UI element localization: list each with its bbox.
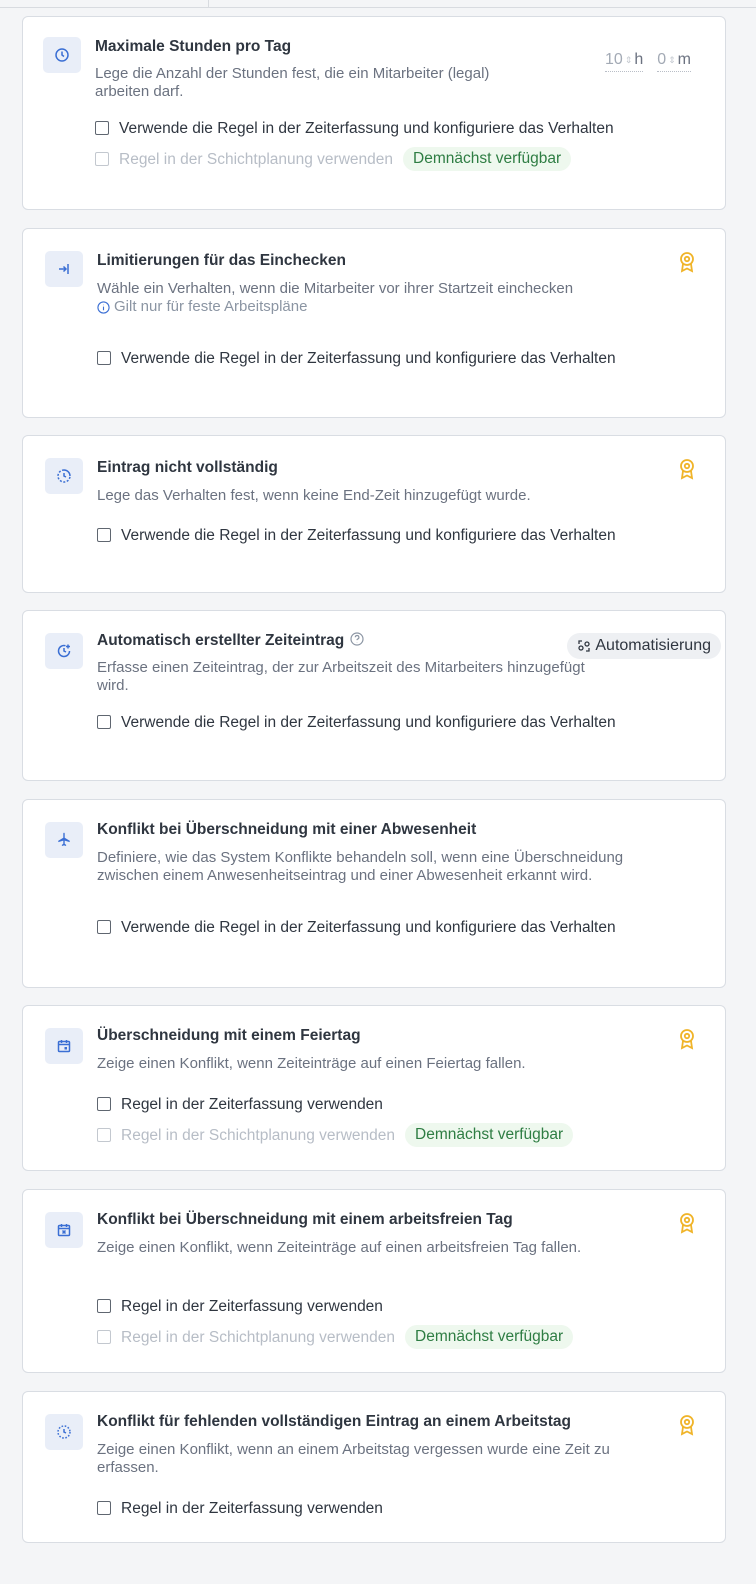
card-title	[97, 631, 585, 651]
checkbox-label: Regel in der Zeiterfassung verwenden	[121, 1500, 383, 1517]
checkbox-box[interactable]	[97, 1097, 111, 1111]
checkbox-label: Regel in der Schichtplanung verwenden	[121, 1329, 396, 1346]
automation-pill-label: Automatisierung	[595, 637, 711, 654]
card-title-text: Automatisch erstellter Zeiteintrag	[97, 632, 345, 649]
stepper-icon[interactable]: ⇕	[668, 54, 676, 65]
coming-soon-badge: Demnächst verfügbar	[405, 1325, 573, 1349]
use-in-time-tracking-checkbox[interactable]	[97, 526, 635, 545]
rule-card-max-hours	[22, 16, 726, 210]
automation-pill	[567, 633, 721, 659]
calendar-icon	[45, 1028, 83, 1064]
use-in-time-tracking-checkbox[interactable]	[97, 1095, 665, 1114]
checkbox-box[interactable]	[97, 920, 111, 934]
checkbox-box[interactable]	[97, 1501, 111, 1515]
premium-badge-icon	[677, 1212, 697, 1234]
info-icon	[97, 301, 110, 314]
time-limit-inputs	[605, 51, 691, 72]
clock-half-icon	[45, 458, 83, 494]
clock-plus-icon	[45, 633, 83, 669]
checkbox-box	[97, 1128, 111, 1142]
card-description: Wähle ein Verhalten, wenn die Mitarbeiter vor ihrer Startzeit einchecken	[97, 280, 574, 297]
card-description: Zeige einen Konflikt, wenn Zeiteinträge auf einen arbeitsfreien Tag fallen.	[97, 1239, 582, 1256]
hours-input[interactable]: 10 ⇕ h	[605, 51, 643, 72]
rule-card-holiday-overlap	[22, 1005, 726, 1171]
card-title: Maximale Stunden pro Tag	[95, 38, 292, 55]
checkbox-box[interactable]	[95, 121, 109, 135]
checkbox-box	[97, 1330, 111, 1344]
rule-card-missing-entry-conflict	[22, 1391, 726, 1543]
rule-card-incomplete-entry	[22, 435, 726, 593]
card-title: Konflikt bei Überschneidung mit einer Abwesenheit	[97, 821, 477, 838]
card-title: Eintrag nicht vollständig	[97, 459, 278, 476]
checkbox-label: Verwende die Regel in der Zeiterfassung und konfiguriere das Verhalten	[121, 350, 616, 367]
coming-soon-badge: Demnächst verfügbar	[403, 147, 571, 171]
checkbox-box[interactable]	[97, 351, 111, 365]
use-in-shift-planning-checkbox	[97, 1126, 665, 1147]
checkbox-label: Verwende die Regel in der Zeiterfassung und konfiguriere das Verhalten	[121, 919, 616, 936]
use-in-shift-planning-checkbox	[95, 150, 635, 171]
checkbox-label: Verwende die Regel in der Zeiterfassung und konfiguriere das Verhalten	[121, 527, 616, 544]
calendar-x-icon	[45, 1212, 83, 1248]
premium-badge-icon	[677, 1414, 697, 1436]
card-title: Limitierungen für das Einchecken	[97, 252, 346, 269]
card-title: Konflikt für fehlenden vollständigen Eintrag an einem Arbeitstag	[97, 1413, 571, 1430]
coming-soon-badge: Demnächst verfügbar	[405, 1123, 573, 1147]
premium-badge-icon	[677, 458, 697, 480]
stepper-icon[interactable]: ⇕	[624, 54, 633, 65]
use-in-time-tracking-checkbox[interactable]	[97, 918, 635, 937]
card-description: Zeige einen Konflikt, wenn an einem Arbeitstag vergessen wurde eine Zeit zu erfassen.	[97, 1441, 610, 1476]
checkbox-box	[95, 152, 109, 166]
help-icon[interactable]	[350, 632, 364, 646]
use-in-time-tracking-checkbox[interactable]	[97, 1499, 665, 1518]
info-note	[97, 298, 605, 316]
rule-card-dayoff-conflict	[22, 1189, 726, 1373]
top-tab-bar	[0, 0, 756, 8]
card-description: Lege die Anzahl der Stunden fest, die ein Mitarbeiter (legal) arbeiten darf.	[95, 65, 490, 100]
card-description: Erfasse einen Zeiteintrag, der zur Arbeitszeit des Mitarbeiters hinzugefügt wird.	[97, 659, 585, 694]
use-in-time-tracking-checkbox[interactable]	[97, 713, 635, 732]
clock-icon	[43, 37, 81, 73]
rule-card-auto-entry	[22, 610, 726, 781]
info-note-text: Gilt nur für feste Arbeitspläne	[114, 298, 308, 315]
minutes-input[interactable]: 0 ⇕ m	[657, 51, 691, 72]
premium-badge-icon	[677, 1028, 697, 1050]
checkbox-box[interactable]	[97, 1299, 111, 1313]
premium-badge-icon	[677, 251, 697, 273]
card-description: Zeige einen Konflikt, wenn Zeiteinträge auf einen Feiertag fallen.	[97, 1055, 526, 1072]
checkbox-label: Regel in der Zeiterfassung verwenden	[121, 1298, 383, 1315]
checkbox-box[interactable]	[97, 715, 111, 729]
checkbox-label: Regel in der Schichtplanung verwenden	[121, 1127, 396, 1144]
checkbox-label: Verwende die Regel in der Zeiterfassung und konfiguriere das Verhalten	[119, 120, 614, 137]
rule-card-checkin-limits	[22, 228, 726, 418]
plane-icon	[45, 822, 83, 858]
checkbox-box[interactable]	[97, 528, 111, 542]
rule-card-absence-conflict	[22, 799, 726, 988]
card-description: Lege das Verhalten fest, wenn keine End-Zeit hinzugefügt wurde.	[97, 487, 531, 504]
use-in-time-tracking-checkbox[interactable]	[95, 119, 635, 138]
sign-in-icon	[45, 251, 83, 287]
checkbox-label: Regel in der Schichtplanung verwenden	[119, 151, 394, 168]
clock-dashed-icon	[45, 1414, 83, 1450]
use-in-time-tracking-checkbox[interactable]	[97, 1297, 665, 1316]
use-in-shift-planning-checkbox	[97, 1328, 665, 1349]
use-in-time-tracking-checkbox[interactable]	[97, 349, 635, 368]
card-description: Definiere, wie das System Konflikte behandeln soll, wenn eine Überschneidung zwischen einem Anwesenheitseintrag und einer Abwesenheit erkannt wird.	[97, 849, 624, 884]
checkbox-label: Verwende die Regel in der Zeiterfassung und konfiguriere das Verhalten	[121, 714, 616, 731]
checkbox-label: Regel in der Zeiterfassung verwenden	[121, 1096, 383, 1113]
tab-divider	[208, 0, 209, 8]
card-title: Konflikt bei Überschneidung mit einem arbeitsfreien Tag	[97, 1211, 513, 1228]
card-title: Überschneidung mit einem Feiertag	[97, 1027, 361, 1044]
